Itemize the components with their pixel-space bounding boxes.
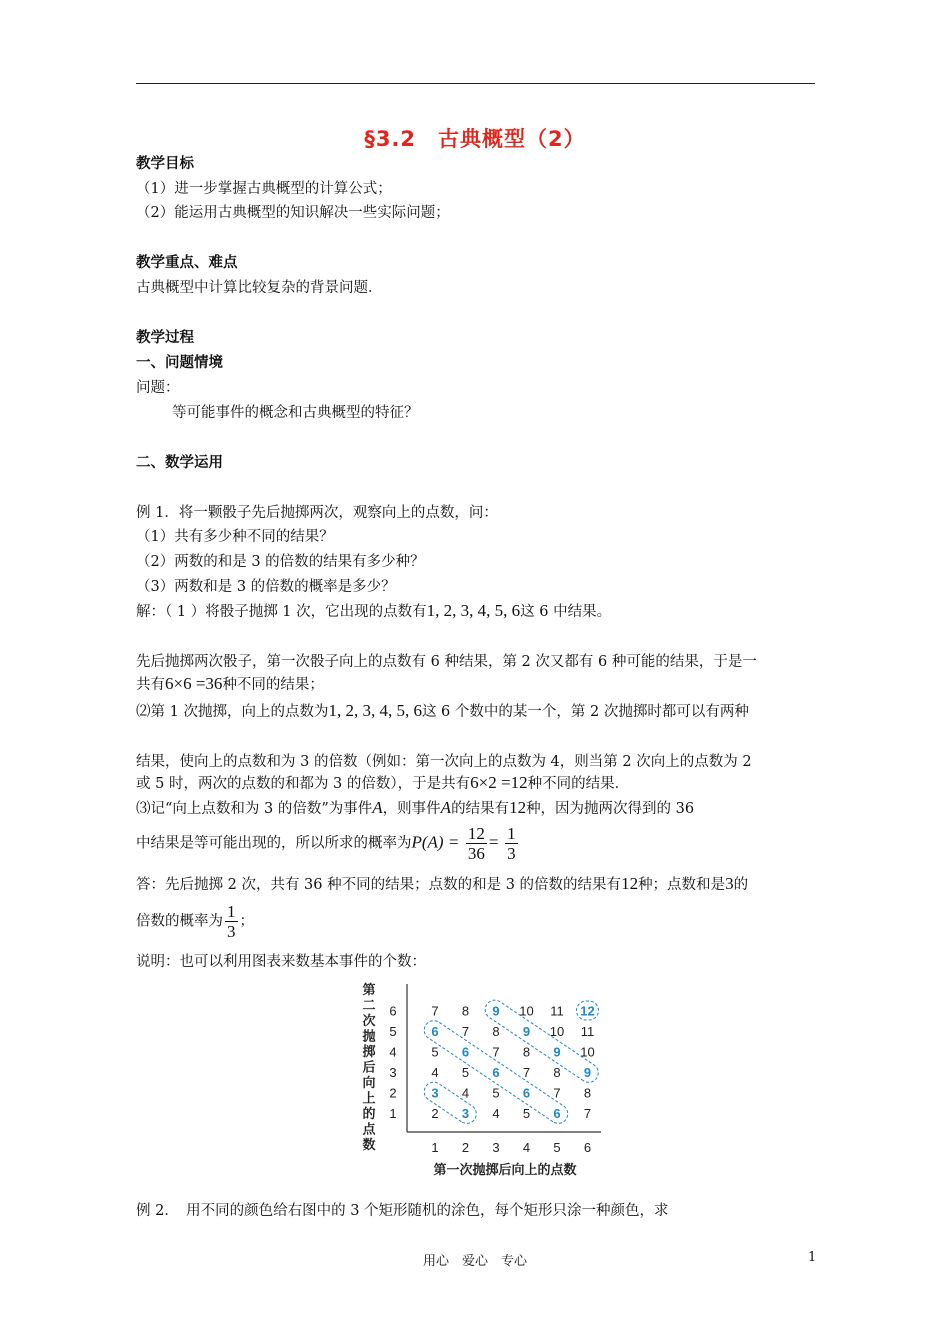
note-line: 说明：也可以利用图表来数基本事件的个数： [136,954,426,970]
solution-3-pre: ⑵第 1 次抛掷，向上的点数为 [136,704,329,720]
x-tick-label: 5 [553,1140,561,1155]
solution-3-line3-post: 种不同的结果． [527,776,630,792]
x-tick-label: 6 [583,1140,592,1155]
fraction-denominator: 3 [507,844,516,863]
answer-line2-text: 倍数的概率为 [136,913,223,930]
solution-4-b: ，则事件 [382,801,441,817]
sum-cell: 8 [522,1044,531,1060]
sum-cell: 4 [431,1065,439,1080]
solution-1-pre: 解：（ 1 ）将骰子抛掷 1 次，它出现的点数有 [136,604,427,620]
sum-cell: 3 [461,1106,470,1121]
example1-q2: （2）两数的和是 3 的倍数的结果有多少种？ [136,554,425,570]
dice-sum-chart [355,978,605,1182]
solution-3-line3-math: 6×2 =12 [470,773,528,792]
key-heading: 教学重点、难点 [136,255,238,271]
y-tick-label: 3 [389,1065,397,1080]
example1-stem: 例 1．将一颗骰子先后抛掷两次，观察向上的点数，问： [136,505,498,521]
solution-1 [136,600,611,621]
y-tick-label: 2 [389,1085,397,1101]
goals-heading: 教学目标 [136,156,194,172]
fraction-denominator: 3 [227,922,236,941]
sum-cell: 5 [431,1044,439,1060]
sum-cell: 7 [583,1106,592,1121]
solution-4-a: ⑶记“向上点数和为 3 的倍数”为事件 [136,801,373,817]
solution-2-post: 种不同的结果； [222,677,324,693]
fraction-numerator: 1 [227,902,236,921]
x-tick-label: 4 [522,1140,531,1155]
fraction-1-3 [505,824,518,863]
sum-cell: 9 [583,1065,592,1080]
sum-cell: 5 [461,1065,470,1080]
question-text: 等可能事件的概念和古典概型的特征？ [172,405,419,421]
sum-cell: 10 [549,1024,565,1039]
solution-4-d: 种，因为抛两次得到的 36 [526,801,695,817]
sum-cell: 6 [461,1044,470,1060]
answer-fraction [225,902,238,941]
answer-c: 的 [733,877,749,893]
sum-cell: 10 [519,1003,534,1019]
solution-4-count: 12 [509,798,527,817]
solution-3-line2: 结果，使向上的点数和为 3 的倍数（例如：第一次向上的点数为 4，则当第 2 次向上的点数为 2 [136,754,752,770]
solution-4-line2-text: 中结果是等可能出现的，所以所求的概率为 [136,835,412,852]
answer-b: 种；点数和是 [638,877,726,893]
sum-cell: 4 [461,1085,470,1101]
probability-pa: P(A) = [411,832,460,852]
sum-cell: 7 [553,1085,561,1101]
sum-cell: 7 [461,1024,470,1039]
fraction-numerator: 1 [507,824,516,843]
answer-three: 3 [725,874,734,893]
page-number: 1 [808,1250,817,1265]
sum-cell: 8 [553,1065,561,1080]
y-axis-label: 第二次抛掷后向上的点数 [362,983,376,1153]
x-axis-label: 第一次抛掷后向上的点数 [433,1163,577,1178]
goal-1: （1）进一步掌握古典概型的计算公式； [136,181,392,197]
y-tick-label: 4 [389,1044,397,1060]
sum-cell: 11 [580,1024,595,1039]
example1-q1: （1）共有多少种不同的结果？ [136,529,334,545]
footer-text: 用心 爱心 专心 [422,1254,527,1269]
part2-heading: 二、数学运用 [136,455,223,471]
sum-cell: 9 [522,1024,531,1039]
sum-cell: 7 [522,1065,531,1080]
sum-cell: 8 [583,1085,592,1101]
goal-2: （2）能运用古典概型的知识解决一些实际问题； [136,205,450,221]
answer-a: 答：先后抛掷 2 次，共有 36 种不同的结果；点数的和是 3 的倍数的结果有 [136,877,622,893]
fraction-numerator: 12 [467,824,485,843]
solution-4-line1 [136,797,694,818]
sum-cell: 2 [431,1106,439,1121]
sum-cell: 6 [522,1085,531,1101]
x-tick-label: 3 [492,1140,500,1155]
solution-3-line1 [136,700,749,721]
sum-cell: 7 [492,1044,500,1060]
solution-3-line3 [136,772,629,793]
equals-sign: = [488,832,499,852]
x-tick-label: 1 [431,1140,439,1155]
sum-cell: 6 [492,1065,500,1080]
sum-cell: 5 [522,1106,531,1121]
fraction-denominator: 36 [467,844,485,863]
part1-heading: 一、问题情境 [136,355,223,371]
sum-cell: 6 [431,1024,439,1039]
solution-3-math: 1, 2, 3, 4, 5, 6 [328,701,422,720]
solution-1-math: 1, 2, 3, 4, 5, 6 [426,601,521,620]
question-label: 问题： [136,380,180,396]
y-tick-label: 6 [389,1003,397,1019]
solution-2-pre: 共有 [136,677,165,693]
solution-2-line1: 先后抛掷两次骰子，第一次骰子向上的点数有 6 种结果，第 2 次又都有 6 种可能的结果，于是一 [136,654,757,670]
page-title: §3.2 古典概型（2） [364,127,586,151]
solution-3-post: 这 6 个数中的某一个，第 2 次抛掷时都可以有两种 [421,704,749,720]
sum-cell: 6 [553,1106,561,1121]
sum-cell: 11 [550,1003,564,1019]
sum-cell: 3 [431,1085,439,1101]
answer-line1 [136,873,748,894]
event-a-symbol-2: A [440,798,452,817]
sum-cell: 5 [492,1085,500,1101]
sum-cell: 8 [492,1024,500,1039]
solution-3-line3-pre: 或 5 时，两次的点数的和都为 3 的倍数），于是共有 [136,776,471,792]
header-rule [136,83,815,84]
solution-4-line2 [136,824,520,863]
answer-count: 12 [621,874,639,893]
fraction-12-36 [466,824,487,863]
event-a-symbol: A [372,798,383,817]
solution-2-math: 6×6 =36 [165,674,223,693]
x-tick-label: 2 [461,1140,470,1155]
answer-line2 [136,902,254,941]
solution-2-line2 [136,673,324,694]
sum-cell: 8 [461,1003,470,1019]
key-text: 古典概型中计算比较复杂的背景问题． [136,280,383,296]
sum-cell: 10 [580,1044,595,1060]
y-tick-label: 1 [389,1106,397,1121]
y-tick-label: 5 [389,1024,397,1039]
highlight-group-3 [421,1078,480,1127]
solution-4-c: 的结果有 [451,801,510,817]
sum-cell: 12 [580,1003,595,1019]
sum-cell: 9 [492,1003,500,1019]
process-heading: 教学过程 [136,330,194,346]
example2-stem: 例 2． 用不同的颜色给右图中的 3 个矩形随机的涂色，每个矩形只涂一种颜色，求 [136,1203,669,1219]
example1-q3: （3）两数和是 3 的倍数的概率是多少？ [136,579,396,595]
sum-cell: 4 [492,1106,500,1121]
solution-1-post: 这 6 中结果。 [520,604,612,620]
sum-cell: 7 [431,1003,439,1019]
sum-cell: 9 [553,1044,561,1060]
answer-end: ； [239,913,254,930]
